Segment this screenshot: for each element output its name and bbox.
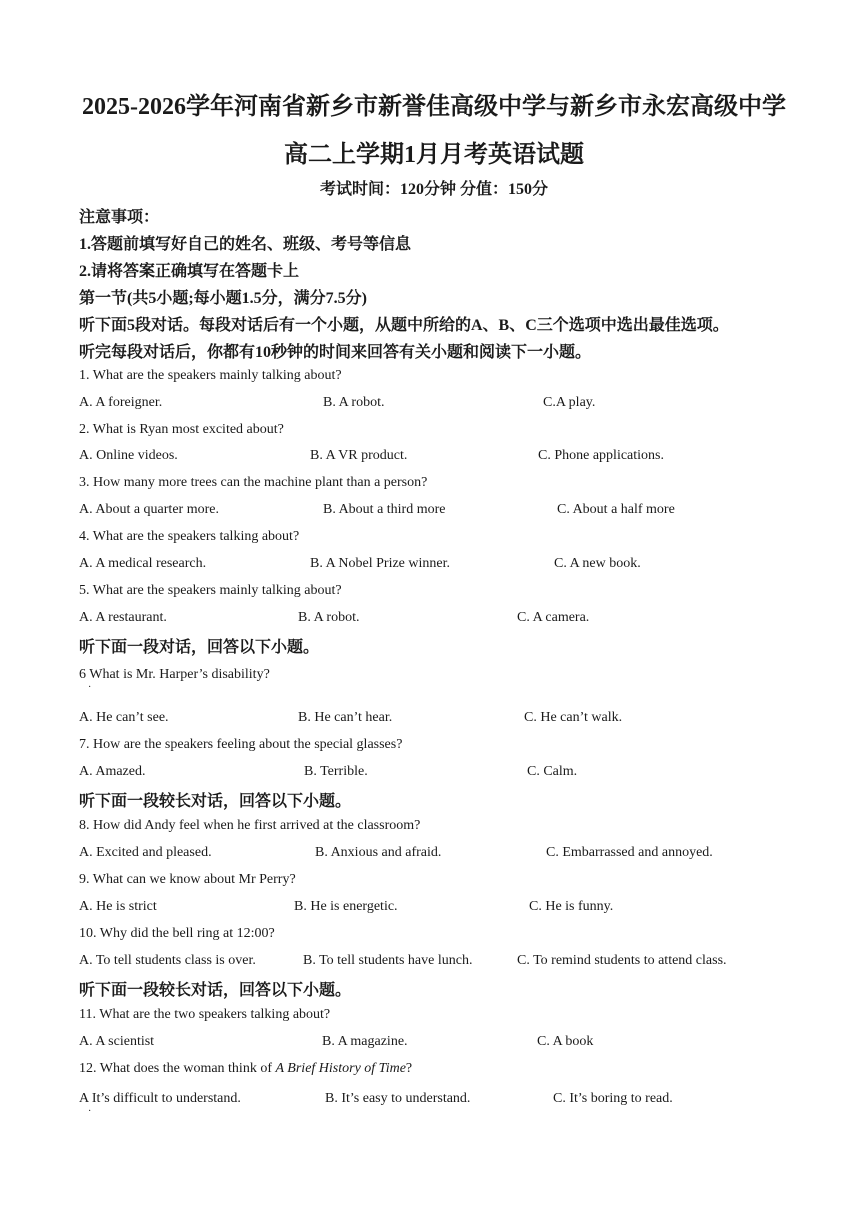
- option-c: C. He is funny.: [529, 899, 614, 914]
- question-text: 7. How are the speakers feeling about the special glasses?: [79, 737, 403, 752]
- notes-item: 1.答题前填写好自己的姓名、班级、考号等信息: [79, 236, 412, 253]
- dialogue-heading: 听下面一段对话，回答以下小题。: [79, 639, 320, 656]
- option-c: C. A book: [537, 1034, 594, 1049]
- option-c: C. Calm.: [527, 764, 578, 779]
- question-text: [79, 1061, 412, 1077]
- option-b: B. Anxious and afraid.: [315, 845, 442, 860]
- question-text: 3. How many more trees can the machine plant than a person?: [79, 475, 428, 490]
- notes-heading: 注意事项：: [79, 209, 160, 226]
- section-instruction: 听完每段对话后，你都有10秒钟的时间来回答有关小题和阅读下一小题。: [79, 344, 592, 361]
- page-title-line2: 高二上学期1月月考英语试题: [284, 142, 584, 168]
- option-b: B. He can’t hear.: [298, 710, 393, 725]
- question-text: 8. How did Andy feel when he first arrived at the classroom?: [79, 818, 421, 833]
- option-a: A. Amazed.: [79, 764, 146, 779]
- section-heading: 第一节(共5小题;每小题1.5分，满分7.5分): [79, 290, 367, 307]
- stray-dot: ·: [88, 682, 92, 693]
- question-text: 5. What are the speakers mainly talking about?: [79, 583, 342, 598]
- option-a: A It’s difficult to understand.: [79, 1091, 241, 1106]
- option-c: C.A play.: [543, 395, 596, 410]
- option-b: B. A magazine.: [322, 1034, 408, 1049]
- question-text: 1. What are the speakers mainly talking about?: [79, 368, 342, 383]
- page-title-line1: 2025-2026学年河南省新乡市新誉佳高级中学与新乡市永宏高级中学: [82, 94, 786, 120]
- option-b: B. To tell students have lunch.: [303, 953, 473, 968]
- option-c: C. He can’t walk.: [524, 710, 623, 725]
- question-text: 9. What can we know about Mr Perry?: [79, 872, 296, 887]
- question-text: 4. What are the speakers talking about?: [79, 529, 300, 544]
- exam-info: 考试时间：120分钟 分值：150分: [319, 181, 548, 198]
- option-a: A. He is strict: [79, 899, 157, 914]
- question-text: 2. What is Ryan most excited about?: [79, 422, 284, 437]
- option-a: A. To tell students class is over.: [79, 953, 256, 968]
- option-c: C. A new book.: [554, 556, 641, 571]
- option-a: A. A foreigner.: [79, 395, 163, 410]
- option-b: B. A VR product.: [310, 448, 408, 463]
- option-c: C. To remind students to attend class.: [517, 953, 727, 968]
- dialogue-heading: 听下面一段较长对话，回答以下小题。: [79, 793, 352, 810]
- question-text-suffix: ?: [405, 1061, 413, 1076]
- dialogue-heading: 听下面一段较长对话，回答以下小题。: [79, 982, 352, 999]
- option-a: A. Excited and pleased.: [79, 845, 212, 860]
- notes-item: 2.请将答案正确填写在答题卡上: [79, 263, 300, 280]
- option-c: C. It’s boring to read.: [553, 1091, 673, 1106]
- option-a: A. Online videos.: [79, 448, 178, 463]
- question-text: 10. Why did the bell ring at 12:00?: [79, 926, 275, 941]
- book-title: A Brief History of Time: [275, 1061, 406, 1076]
- option-c: C. About a half more: [557, 502, 675, 517]
- question-text: 6 What is Mr. Harper’s disability?: [79, 667, 270, 682]
- stray-dot: ·: [88, 1106, 92, 1117]
- option-b: B. A Nobel Prize winner.: [310, 556, 450, 571]
- option-a: A. A medical research.: [79, 556, 207, 571]
- option-a: A. He can’t see.: [79, 710, 169, 725]
- section-instruction: 听下面5段对话。每段对话后有一个小题，从题中所给的A、B、C三个选项中选出最佳选项。: [79, 317, 729, 334]
- option-a: A. A scientist: [79, 1034, 155, 1049]
- option-b: B. Terrible.: [304, 764, 368, 779]
- option-c: C. A camera.: [517, 610, 590, 625]
- option-a: A. About a quarter more.: [79, 502, 219, 517]
- option-c: C. Embarrassed and annoyed.: [546, 845, 713, 860]
- option-b: B. It’s easy to understand.: [325, 1091, 471, 1106]
- option-b: B. He is energetic.: [294, 899, 398, 914]
- option-b: B. About a third more: [323, 502, 446, 517]
- option-b: B. A robot.: [323, 395, 385, 410]
- question-text: 11. What are the two speakers talking about?: [79, 1007, 331, 1022]
- option-b: B. A robot.: [298, 610, 360, 625]
- option-c: C. Phone applications.: [538, 448, 664, 463]
- question-text-prefix: 12. What does the woman think of: [79, 1061, 276, 1076]
- option-a: A. A restaurant.: [79, 610, 167, 625]
